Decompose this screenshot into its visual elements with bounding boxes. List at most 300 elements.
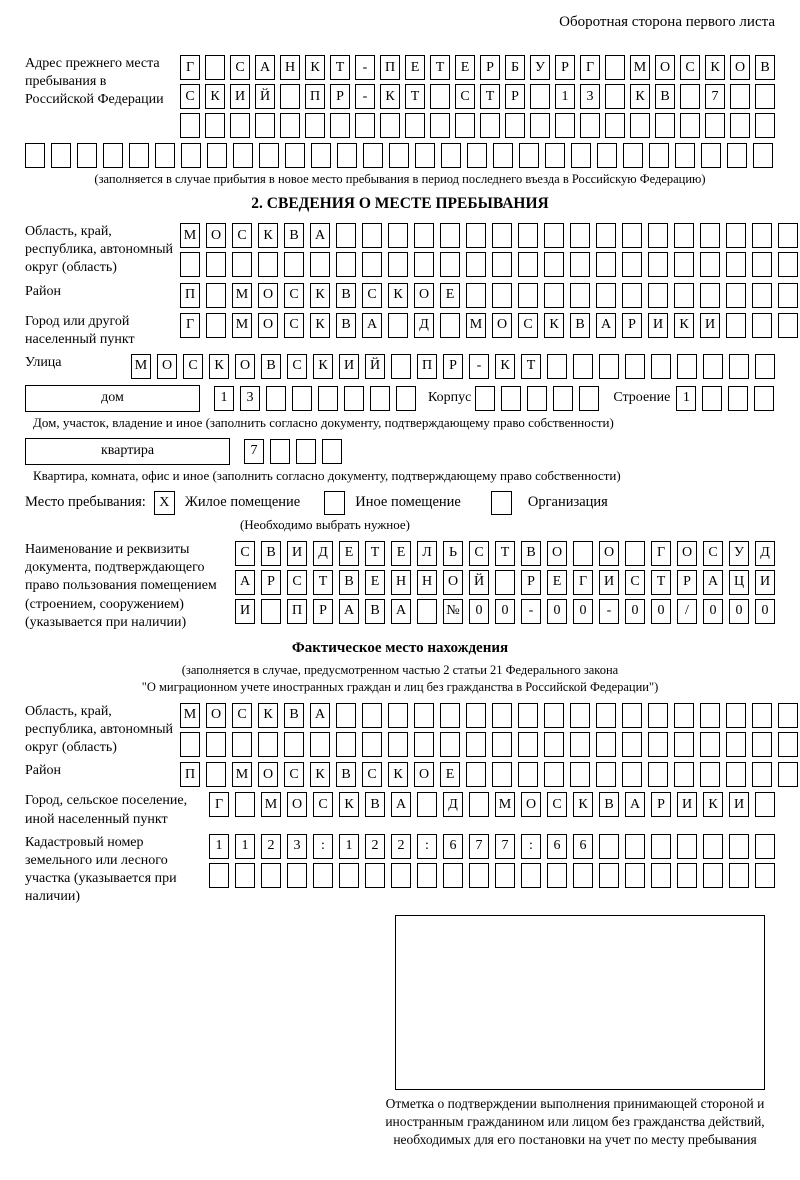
- form-cell[interactable]: [700, 252, 720, 277]
- form-cell[interactable]: [206, 283, 226, 308]
- form-cell[interactable]: [180, 732, 200, 757]
- form-cell[interactable]: [605, 84, 625, 109]
- form-cell[interactable]: [605, 113, 625, 138]
- form-cell[interactable]: Т: [521, 354, 541, 379]
- form-cell[interactable]: К: [495, 354, 515, 379]
- form-cell[interactable]: Р: [443, 354, 463, 379]
- form-cell[interactable]: [544, 252, 564, 277]
- form-cell[interactable]: [570, 703, 590, 728]
- form-cell[interactable]: [648, 762, 668, 787]
- form-cell[interactable]: [362, 223, 382, 248]
- form-cell[interactable]: 3: [287, 834, 307, 859]
- form-cell[interactable]: [380, 113, 400, 138]
- form-cell[interactable]: [729, 834, 749, 859]
- form-cell[interactable]: [284, 732, 304, 757]
- form-cell[interactable]: 1: [235, 834, 255, 859]
- form-cell[interactable]: №: [443, 599, 463, 624]
- form-cell[interactable]: [778, 223, 798, 248]
- form-cell[interactable]: К: [310, 313, 330, 338]
- form-cell[interactable]: [527, 386, 547, 411]
- form-cell[interactable]: [622, 283, 642, 308]
- form-cell[interactable]: [570, 283, 590, 308]
- form-cell[interactable]: [726, 762, 746, 787]
- form-cell[interactable]: [417, 792, 437, 817]
- form-cell[interactable]: :: [313, 834, 333, 859]
- form-cell[interactable]: В: [336, 283, 356, 308]
- form-cell[interactable]: [596, 283, 616, 308]
- form-cell[interactable]: Д: [313, 541, 333, 566]
- form-cell[interactable]: [596, 223, 616, 248]
- form-cell[interactable]: С: [232, 703, 252, 728]
- form-cell[interactable]: 0: [755, 599, 775, 624]
- form-cell[interactable]: [622, 762, 642, 787]
- form-cell[interactable]: [441, 143, 461, 168]
- form-cell[interactable]: [674, 283, 694, 308]
- form-cell[interactable]: [596, 703, 616, 728]
- form-cell[interactable]: [370, 386, 390, 411]
- form-cell[interactable]: [310, 732, 330, 757]
- form-cell[interactable]: В: [284, 223, 304, 248]
- form-cell[interactable]: С: [680, 55, 700, 80]
- form-cell[interactable]: С: [547, 792, 567, 817]
- form-cell[interactable]: Й: [469, 570, 489, 595]
- form-cell[interactable]: [417, 863, 437, 888]
- form-cell[interactable]: [466, 703, 486, 728]
- form-cell[interactable]: Е: [547, 570, 567, 595]
- form-cell[interactable]: Р: [622, 313, 642, 338]
- form-cell[interactable]: [700, 762, 720, 787]
- form-cell[interactable]: С: [703, 541, 723, 566]
- form-cell[interactable]: [466, 252, 486, 277]
- form-cell[interactable]: О: [443, 570, 463, 595]
- form-cell[interactable]: [305, 113, 325, 138]
- form-cell[interactable]: [599, 834, 619, 859]
- form-cell[interactable]: [430, 84, 450, 109]
- form-cell[interactable]: [365, 863, 385, 888]
- form-cell[interactable]: [544, 762, 564, 787]
- form-cell[interactable]: [336, 703, 356, 728]
- form-cell[interactable]: [579, 386, 599, 411]
- stay-type-checkbox-residential[interactable]: X: [154, 491, 175, 515]
- form-cell[interactable]: М: [495, 792, 515, 817]
- form-cell[interactable]: В: [365, 599, 385, 624]
- form-cell[interactable]: [519, 143, 539, 168]
- form-cell[interactable]: С: [362, 762, 382, 787]
- form-cell[interactable]: М: [261, 792, 281, 817]
- form-cell[interactable]: Е: [455, 55, 475, 80]
- form-cell[interactable]: 0: [729, 599, 749, 624]
- form-cell[interactable]: Е: [391, 541, 411, 566]
- form-cell[interactable]: О: [677, 541, 697, 566]
- form-cell[interactable]: С: [455, 84, 475, 109]
- form-cell[interactable]: [466, 223, 486, 248]
- form-cell[interactable]: А: [596, 313, 616, 338]
- form-cell[interactable]: [518, 762, 538, 787]
- form-cell[interactable]: [388, 313, 408, 338]
- form-cell[interactable]: [778, 283, 798, 308]
- form-cell[interactable]: [205, 113, 225, 138]
- form-cell[interactable]: П: [180, 762, 200, 787]
- form-cell[interactable]: Г: [573, 570, 593, 595]
- form-cell[interactable]: [232, 732, 252, 757]
- form-cell[interactable]: А: [625, 792, 645, 817]
- form-cell[interactable]: К: [380, 84, 400, 109]
- form-cell[interactable]: [180, 252, 200, 277]
- form-cell[interactable]: К: [573, 792, 593, 817]
- form-cell[interactable]: [475, 386, 495, 411]
- form-cell[interactable]: [339, 863, 359, 888]
- form-cell[interactable]: [605, 55, 625, 80]
- form-cell[interactable]: 1: [214, 386, 234, 411]
- form-cell[interactable]: [492, 703, 512, 728]
- form-cell[interactable]: А: [339, 599, 359, 624]
- form-cell[interactable]: Н: [417, 570, 437, 595]
- form-cell[interactable]: 0: [703, 599, 723, 624]
- form-cell[interactable]: Д: [755, 541, 775, 566]
- form-cell[interactable]: [570, 223, 590, 248]
- form-cell[interactable]: [651, 834, 671, 859]
- form-cell[interactable]: Д: [443, 792, 463, 817]
- form-cell[interactable]: [495, 570, 515, 595]
- form-cell[interactable]: [270, 439, 290, 464]
- form-cell[interactable]: К: [388, 762, 408, 787]
- form-cell[interactable]: [440, 313, 460, 338]
- form-cell[interactable]: [261, 863, 281, 888]
- form-cell[interactable]: [580, 113, 600, 138]
- form-cell[interactable]: [752, 313, 772, 338]
- form-cell[interactable]: [651, 863, 671, 888]
- form-cell[interactable]: [553, 386, 573, 411]
- form-cell[interactable]: С: [518, 313, 538, 338]
- form-cell[interactable]: О: [287, 792, 307, 817]
- form-cell[interactable]: В: [755, 55, 775, 80]
- form-cell[interactable]: [545, 143, 565, 168]
- form-cell[interactable]: [389, 143, 409, 168]
- form-cell[interactable]: Л: [417, 541, 437, 566]
- form-cell[interactable]: [405, 113, 425, 138]
- form-cell[interactable]: В: [521, 541, 541, 566]
- form-cell[interactable]: [206, 732, 226, 757]
- form-cell[interactable]: О: [521, 792, 541, 817]
- form-cell[interactable]: О: [414, 283, 434, 308]
- form-cell[interactable]: М: [232, 762, 252, 787]
- form-cell[interactable]: [648, 283, 668, 308]
- form-cell[interactable]: [25, 143, 45, 168]
- form-cell[interactable]: [596, 732, 616, 757]
- form-cell[interactable]: 7: [469, 834, 489, 859]
- form-cell[interactable]: Т: [430, 55, 450, 80]
- form-cell[interactable]: [206, 313, 226, 338]
- form-cell[interactable]: К: [703, 792, 723, 817]
- form-cell[interactable]: 2: [261, 834, 281, 859]
- form-cell[interactable]: [727, 143, 747, 168]
- form-cell[interactable]: [258, 252, 278, 277]
- form-cell[interactable]: П: [287, 599, 307, 624]
- stay-type-checkbox-other[interactable]: [324, 491, 345, 515]
- form-cell[interactable]: П: [305, 84, 325, 109]
- form-cell[interactable]: [544, 732, 564, 757]
- form-cell[interactable]: [388, 223, 408, 248]
- form-cell[interactable]: [518, 252, 538, 277]
- form-cell[interactable]: Р: [521, 570, 541, 595]
- form-cell[interactable]: М: [466, 313, 486, 338]
- form-cell[interactable]: И: [648, 313, 668, 338]
- form-cell[interactable]: [677, 863, 697, 888]
- form-cell[interactable]: С: [284, 762, 304, 787]
- form-cell[interactable]: :: [417, 834, 437, 859]
- form-cell[interactable]: С: [183, 354, 203, 379]
- form-cell[interactable]: 2: [391, 834, 411, 859]
- form-cell[interactable]: Т: [651, 570, 671, 595]
- form-cell[interactable]: [544, 283, 564, 308]
- form-cell[interactable]: [778, 732, 798, 757]
- form-cell[interactable]: Е: [365, 570, 385, 595]
- form-cell[interactable]: [467, 143, 487, 168]
- form-cell[interactable]: [755, 354, 775, 379]
- form-cell[interactable]: [752, 732, 772, 757]
- form-cell[interactable]: [726, 313, 746, 338]
- form-cell[interactable]: [648, 703, 668, 728]
- form-cell[interactable]: -: [599, 599, 619, 624]
- form-cell[interactable]: И: [230, 84, 250, 109]
- form-cell[interactable]: [677, 354, 697, 379]
- form-cell[interactable]: [655, 113, 675, 138]
- form-cell[interactable]: [362, 703, 382, 728]
- form-cell[interactable]: [702, 386, 722, 411]
- form-cell[interactable]: [230, 113, 250, 138]
- form-cell[interactable]: [674, 252, 694, 277]
- form-cell[interactable]: [492, 762, 512, 787]
- form-cell[interactable]: [391, 354, 411, 379]
- form-cell[interactable]: К: [544, 313, 564, 338]
- form-cell[interactable]: [778, 252, 798, 277]
- form-cell[interactable]: [505, 113, 525, 138]
- form-cell[interactable]: [310, 252, 330, 277]
- form-cell[interactable]: [752, 703, 772, 728]
- form-cell[interactable]: [778, 703, 798, 728]
- form-cell[interactable]: [521, 863, 541, 888]
- form-cell[interactable]: [518, 223, 538, 248]
- form-cell[interactable]: В: [336, 313, 356, 338]
- form-cell[interactable]: Р: [651, 792, 671, 817]
- form-cell[interactable]: В: [339, 570, 359, 595]
- form-cell[interactable]: Е: [440, 283, 460, 308]
- form-cell[interactable]: В: [655, 84, 675, 109]
- form-cell[interactable]: [501, 386, 521, 411]
- form-cell[interactable]: [597, 143, 617, 168]
- form-cell[interactable]: Т: [330, 55, 350, 80]
- form-cell[interactable]: К: [674, 313, 694, 338]
- form-cell[interactable]: [596, 762, 616, 787]
- form-cell[interactable]: О: [258, 313, 278, 338]
- form-cell[interactable]: [573, 541, 593, 566]
- form-cell[interactable]: [755, 84, 775, 109]
- form-cell[interactable]: [207, 143, 227, 168]
- form-cell[interactable]: А: [703, 570, 723, 595]
- form-cell[interactable]: [77, 143, 97, 168]
- form-cell[interactable]: [648, 223, 668, 248]
- form-cell[interactable]: [280, 84, 300, 109]
- form-cell[interactable]: [285, 143, 305, 168]
- form-cell[interactable]: [674, 762, 694, 787]
- form-cell[interactable]: М: [131, 354, 151, 379]
- form-cell[interactable]: А: [255, 55, 275, 80]
- form-cell[interactable]: [752, 252, 772, 277]
- form-cell[interactable]: [544, 223, 564, 248]
- form-cell[interactable]: [555, 113, 575, 138]
- form-cell[interactable]: -: [355, 55, 375, 80]
- form-cell[interactable]: [180, 113, 200, 138]
- form-cell[interactable]: С: [180, 84, 200, 109]
- form-cell[interactable]: Р: [330, 84, 350, 109]
- form-cell[interactable]: А: [391, 599, 411, 624]
- form-cell[interactable]: О: [258, 762, 278, 787]
- form-cell[interactable]: [480, 113, 500, 138]
- form-cell[interactable]: [287, 863, 307, 888]
- form-cell[interactable]: [336, 252, 356, 277]
- form-cell[interactable]: [755, 834, 775, 859]
- form-cell[interactable]: [363, 143, 383, 168]
- form-cell[interactable]: [205, 55, 225, 80]
- form-cell[interactable]: [778, 762, 798, 787]
- form-cell[interactable]: [280, 113, 300, 138]
- form-cell[interactable]: Т: [480, 84, 500, 109]
- form-cell[interactable]: О: [492, 313, 512, 338]
- form-cell[interactable]: [571, 143, 591, 168]
- form-cell[interactable]: С: [284, 313, 304, 338]
- form-cell[interactable]: [440, 252, 460, 277]
- form-cell[interactable]: [530, 84, 550, 109]
- form-cell[interactable]: 0: [625, 599, 645, 624]
- form-cell[interactable]: [129, 143, 149, 168]
- form-cell[interactable]: [336, 732, 356, 757]
- form-cell[interactable]: С: [232, 223, 252, 248]
- form-cell[interactable]: [155, 143, 175, 168]
- form-cell[interactable]: [318, 386, 338, 411]
- form-cell[interactable]: [622, 223, 642, 248]
- form-cell[interactable]: [573, 354, 593, 379]
- form-cell[interactable]: В: [336, 762, 356, 787]
- form-cell[interactable]: К: [310, 762, 330, 787]
- form-cell[interactable]: О: [655, 55, 675, 80]
- stay-type-checkbox-organization[interactable]: [491, 491, 512, 515]
- form-cell[interactable]: [622, 252, 642, 277]
- form-cell[interactable]: О: [206, 223, 226, 248]
- form-cell[interactable]: [362, 732, 382, 757]
- form-cell[interactable]: [752, 223, 772, 248]
- form-cell[interactable]: [518, 703, 538, 728]
- form-cell[interactable]: Й: [255, 84, 275, 109]
- form-cell[interactable]: С: [287, 570, 307, 595]
- form-cell[interactable]: О: [414, 762, 434, 787]
- form-cell[interactable]: [700, 223, 720, 248]
- form-cell[interactable]: Д: [414, 313, 434, 338]
- form-cell[interactable]: [729, 354, 749, 379]
- form-cell[interactable]: Р: [480, 55, 500, 80]
- form-cell[interactable]: [705, 113, 725, 138]
- form-cell[interactable]: [651, 354, 671, 379]
- form-cell[interactable]: /: [677, 599, 697, 624]
- form-cell[interactable]: [233, 143, 253, 168]
- form-cell[interactable]: [753, 143, 773, 168]
- form-cell[interactable]: И: [599, 570, 619, 595]
- form-cell[interactable]: [181, 143, 201, 168]
- form-cell[interactable]: [648, 252, 668, 277]
- form-cell[interactable]: 3: [580, 84, 600, 109]
- form-cell[interactable]: Н: [280, 55, 300, 80]
- form-cell[interactable]: 1: [555, 84, 575, 109]
- form-cell[interactable]: [311, 143, 331, 168]
- form-cell[interactable]: К: [205, 84, 225, 109]
- form-cell[interactable]: П: [380, 55, 400, 80]
- form-cell[interactable]: [388, 252, 408, 277]
- form-cell[interactable]: [209, 863, 229, 888]
- form-cell[interactable]: А: [310, 223, 330, 248]
- form-cell[interactable]: 6: [443, 834, 463, 859]
- form-cell[interactable]: [313, 863, 333, 888]
- form-cell[interactable]: [530, 113, 550, 138]
- form-cell[interactable]: [649, 143, 669, 168]
- form-cell[interactable]: И: [700, 313, 720, 338]
- form-cell[interactable]: [322, 439, 342, 464]
- form-cell[interactable]: К: [258, 703, 278, 728]
- form-cell[interactable]: М: [180, 703, 200, 728]
- form-cell[interactable]: Б: [505, 55, 525, 80]
- form-cell[interactable]: [752, 762, 772, 787]
- form-cell[interactable]: Т: [495, 541, 515, 566]
- form-cell[interactable]: [414, 223, 434, 248]
- form-cell[interactable]: 2: [365, 834, 385, 859]
- form-cell[interactable]: С: [313, 792, 333, 817]
- form-cell[interactable]: [544, 703, 564, 728]
- form-cell[interactable]: [292, 386, 312, 411]
- form-cell[interactable]: [466, 732, 486, 757]
- form-cell[interactable]: А: [310, 703, 330, 728]
- form-cell[interactable]: [255, 113, 275, 138]
- form-cell[interactable]: [455, 113, 475, 138]
- form-cell[interactable]: [680, 84, 700, 109]
- form-cell[interactable]: К: [305, 55, 325, 80]
- form-cell[interactable]: -: [469, 354, 489, 379]
- form-cell[interactable]: [754, 386, 774, 411]
- form-cell[interactable]: [235, 792, 255, 817]
- form-cell[interactable]: О: [206, 703, 226, 728]
- form-cell[interactable]: [677, 834, 697, 859]
- form-cell[interactable]: К: [310, 283, 330, 308]
- form-cell[interactable]: [355, 113, 375, 138]
- form-cell[interactable]: [391, 863, 411, 888]
- form-cell[interactable]: [703, 834, 723, 859]
- form-cell[interactable]: [728, 386, 748, 411]
- form-cell[interactable]: [726, 283, 746, 308]
- form-cell[interactable]: [675, 143, 695, 168]
- form-cell[interactable]: [344, 386, 364, 411]
- form-cell[interactable]: [492, 732, 512, 757]
- form-cell[interactable]: [674, 732, 694, 757]
- form-cell[interactable]: М: [630, 55, 650, 80]
- form-cell[interactable]: [396, 386, 416, 411]
- form-cell[interactable]: [547, 354, 567, 379]
- form-cell[interactable]: К: [705, 55, 725, 80]
- form-cell[interactable]: Ь: [443, 541, 463, 566]
- form-cell[interactable]: [570, 762, 590, 787]
- form-cell[interactable]: [414, 732, 434, 757]
- form-cell[interactable]: [755, 792, 775, 817]
- form-cell[interactable]: [701, 143, 721, 168]
- form-cell[interactable]: Т: [405, 84, 425, 109]
- form-cell[interactable]: Е: [405, 55, 425, 80]
- form-cell[interactable]: П: [417, 354, 437, 379]
